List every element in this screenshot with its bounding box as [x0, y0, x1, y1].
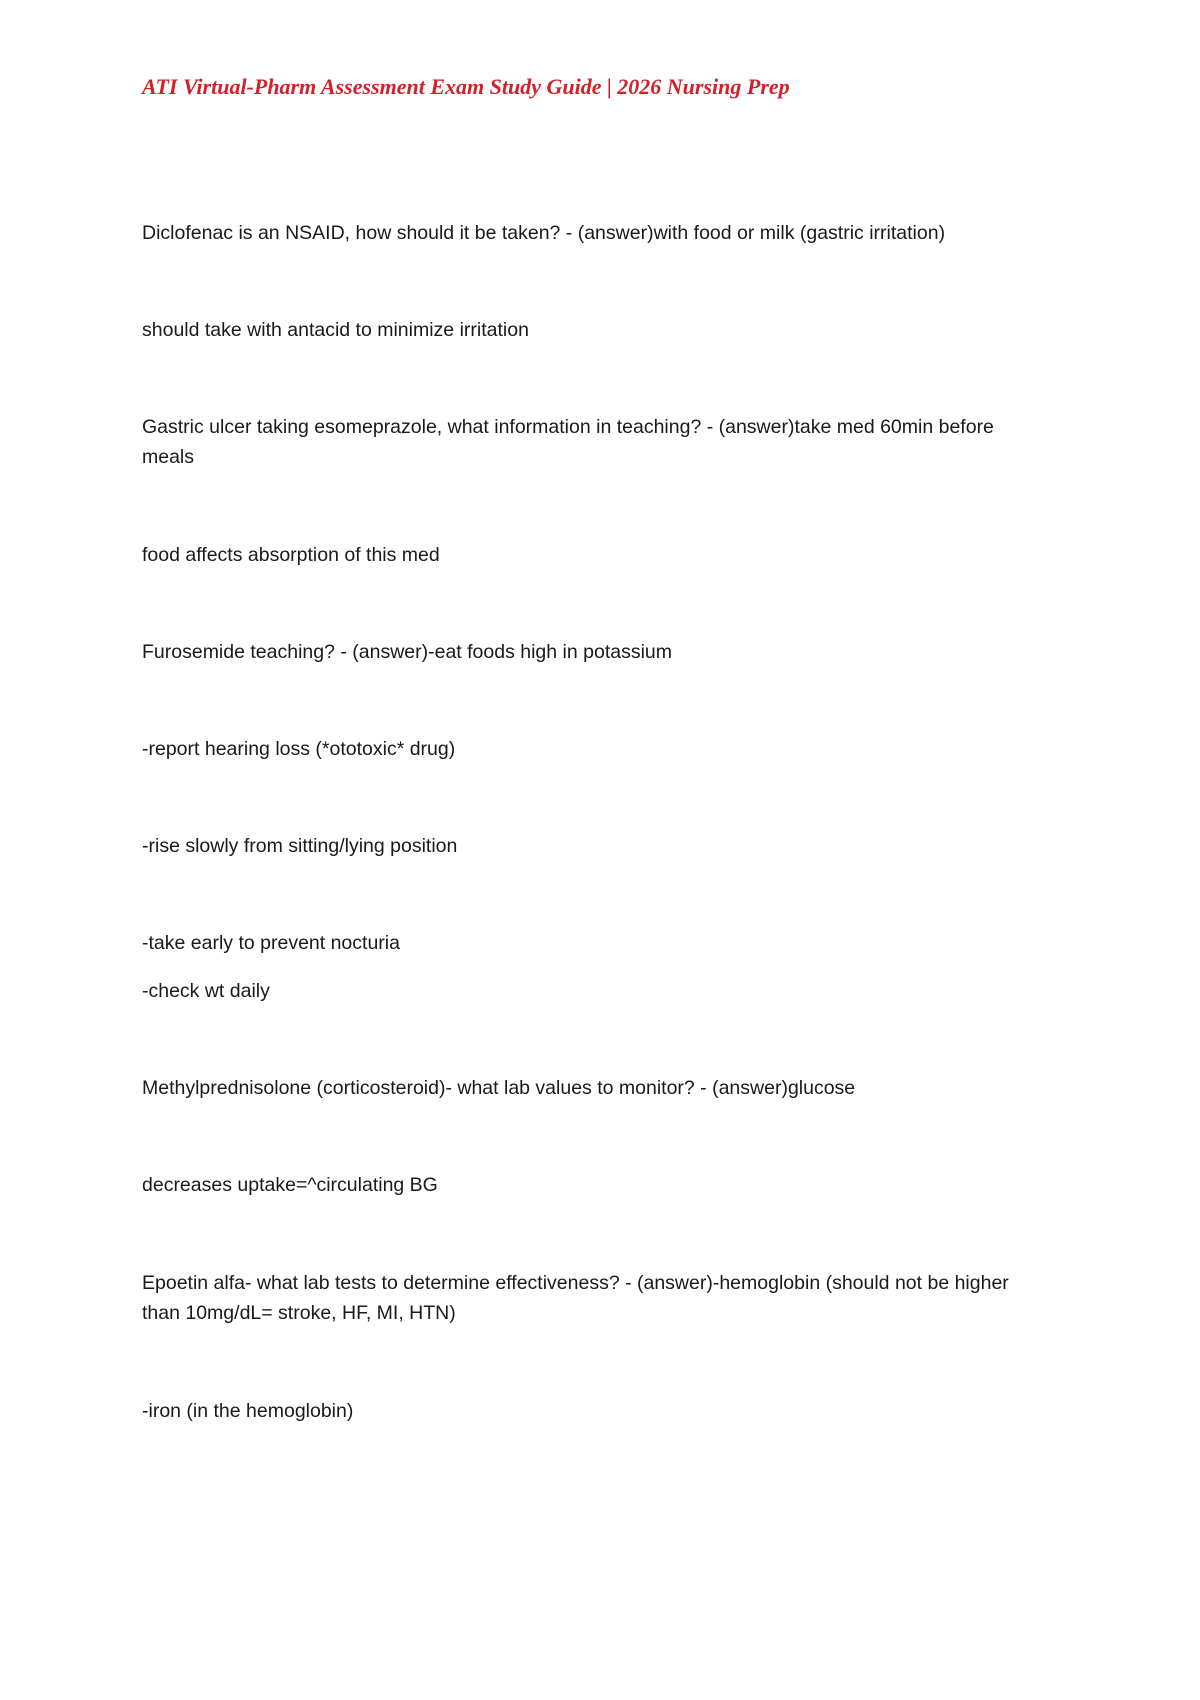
text-line-rise-slowly-note: -rise slowly from sitting/lying position — [142, 835, 458, 857]
text-line-blood-glucose-note: decreases uptake=^circulating BG — [142, 1174, 438, 1196]
text-line-nocturia-note: -take early to prevent nocturia — [142, 932, 400, 954]
text-line-check-weight-note: -check wt daily — [142, 980, 270, 1002]
text-line-antacid-note: should take with antacid to minimize irritation — [142, 319, 529, 341]
text-line-food-absorption-note: food affects absorption of this med — [142, 544, 440, 566]
text-line-hearing-loss-note: -report hearing loss (*ototoxic* drug) — [142, 738, 456, 760]
document-title: ATI Virtual-Pharm Assessment Exam Study Guide | 2026 Nursing Prep — [142, 74, 790, 99]
text-line-furosemide-question: Furosemide teaching? - (answer)-eat foods high in potassium — [142, 641, 673, 663]
text-line-epoetin-question: Epoetin alfa- what lab tests to determine effectiveness? - (answer)-hemoglobin (should not be higher than 10mg/dL= stroke, HF, MI, HTN) — [142, 1272, 1009, 1324]
text-line-diclofenac-question: Diclofenac is an NSAID, how should it be taken? - (answer)with food or milk (gastric irritation) — [142, 222, 946, 244]
text-line-esomeprazole-question: Gastric ulcer taking esomeprazole, what information in teaching? - (answer)take med 60min before meals — [142, 416, 994, 468]
text-line-iron-note: -iron (in the hemoglobin) — [142, 1400, 354, 1422]
text-line-methylprednisolone-question: Methylprednisolone (corticosteroid)- what lab values to monitor? - (answer)glucose — [142, 1077, 856, 1099]
